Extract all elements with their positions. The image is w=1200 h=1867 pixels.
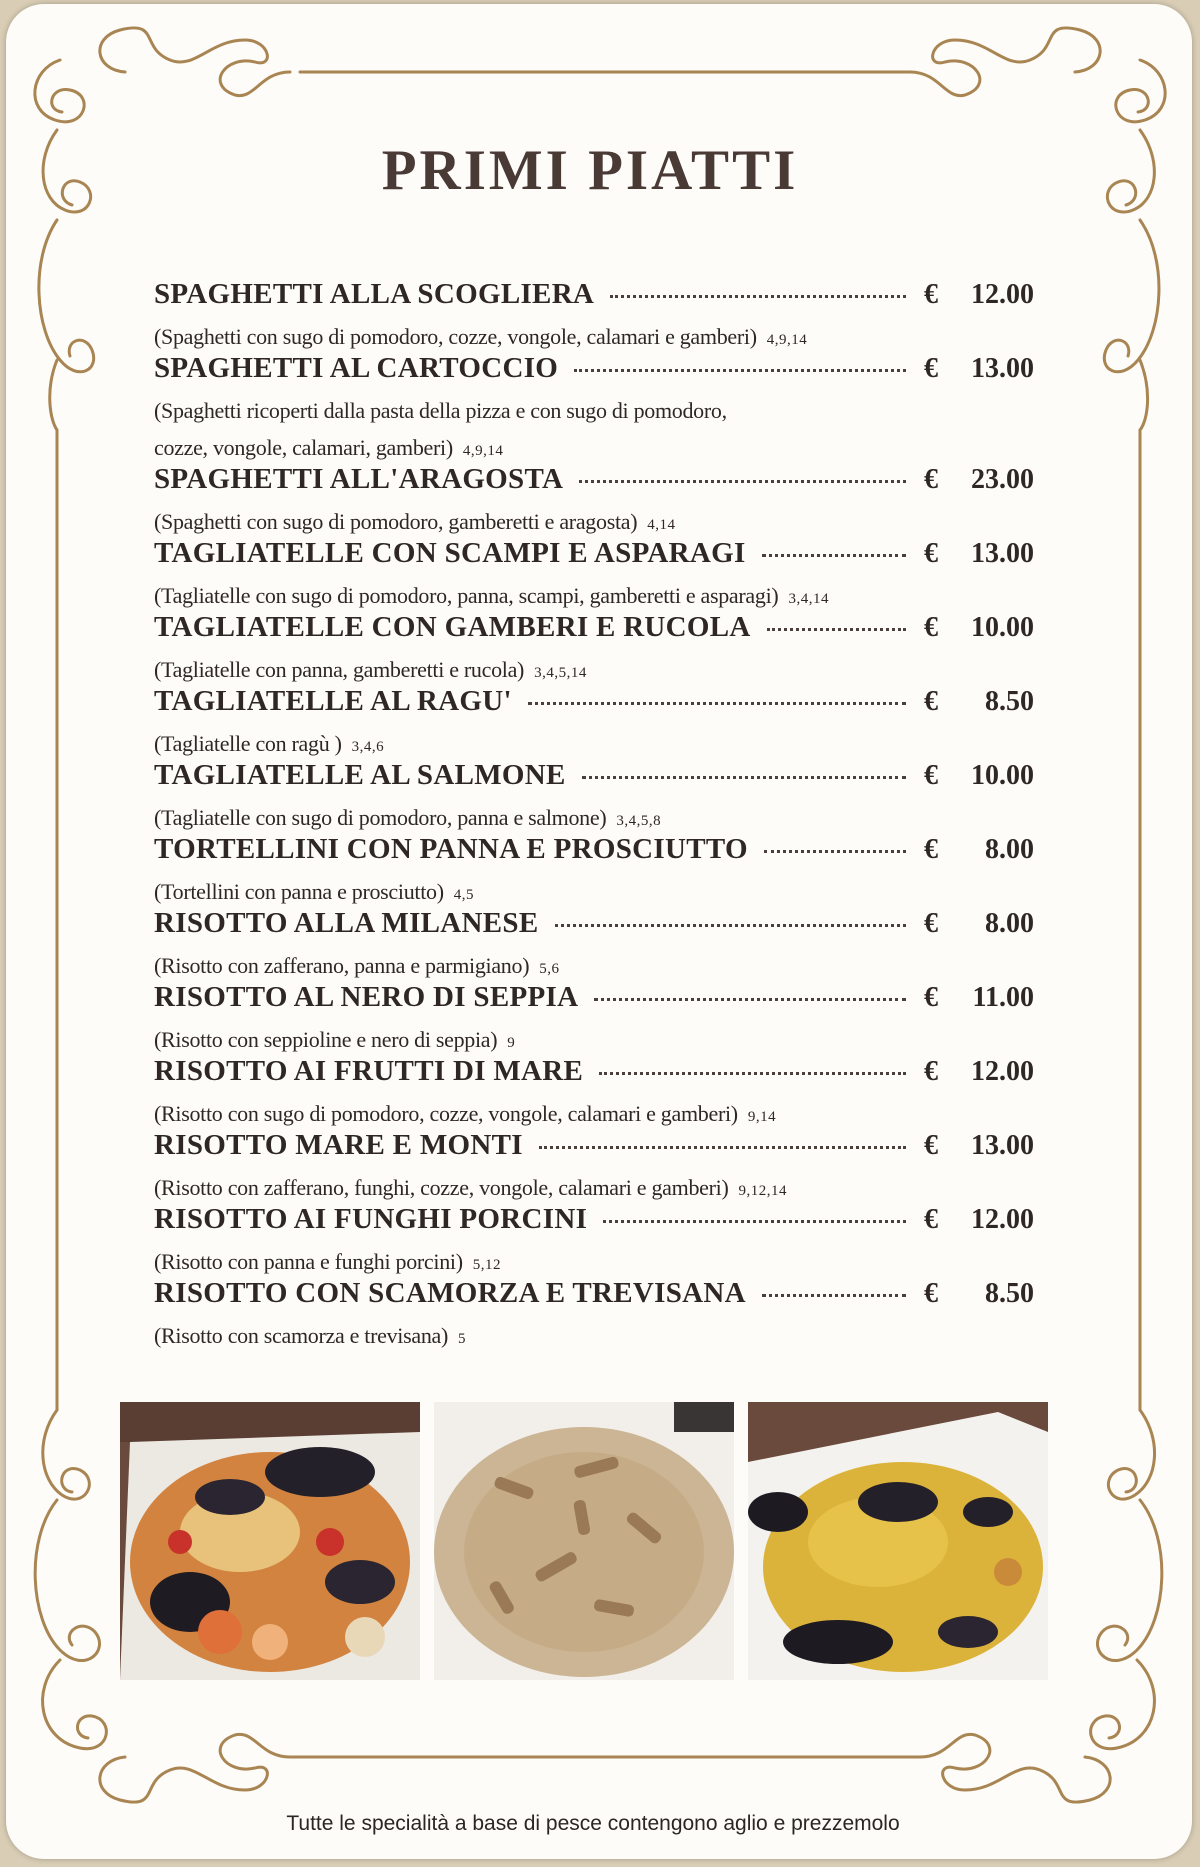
allergen-codes: 4,9,14: [766, 332, 808, 348]
dot-leader: [539, 1146, 906, 1149]
menu-item-row: [154, 352, 1034, 392]
dish-name: TAGLIATELLE AL RAGU': [154, 685, 512, 717]
price-amount: 12.00: [971, 1204, 1034, 1235]
dish-price: [924, 1130, 1034, 1162]
allergen-codes: 9,14: [747, 1109, 777, 1125]
description-text: (Risotto con sugo di pomodoro, cozze, vongole, calamari e gamberi): [154, 1101, 738, 1126]
allergen-codes: 5,6: [539, 961, 560, 977]
menu-item: [154, 1203, 1034, 1277]
dish-name: TORTELLINI CON PANNA E PROSCIUTTO: [154, 833, 748, 865]
menu-item-row: [154, 1129, 1034, 1169]
menu-item-row: [154, 981, 1034, 1021]
description-text: (Risotto con seppioline e nero di seppia): [154, 1027, 498, 1052]
dish-price: [924, 538, 1034, 570]
price-amount: 13.00: [971, 538, 1034, 569]
price-amount: 13.00: [971, 1130, 1034, 1161]
dish-name: RISOTTO ALLA MILANESE: [154, 907, 539, 939]
allergen-codes: 4,14: [647, 517, 676, 533]
menu-item-row: [154, 278, 1034, 318]
currency-symbol: €: [924, 612, 938, 643]
price-amount: 23.00: [971, 464, 1034, 495]
dish-name: SPAGHETTI ALL'ARAGOSTA: [154, 463, 564, 495]
allergen-codes: 3,4,14: [788, 591, 829, 607]
menu-item: [154, 537, 1034, 611]
currency-symbol: €: [924, 1130, 938, 1161]
footer-note: Tutte le specialità a base di pesce contengono aglio e prezzemolo: [286, 1812, 900, 1835]
currency-symbol: €: [924, 279, 938, 310]
menu-item-row: [154, 907, 1034, 947]
dot-leader: [582, 776, 906, 779]
dish-name: RISOTTO AI FRUTTI DI MARE: [154, 1055, 584, 1087]
description-text: (Tagliatelle con sugo di pomodoro, panna, scampi, gamberetti e asparagi): [154, 583, 779, 608]
menu-item: [154, 981, 1034, 1055]
allergen-codes: 5,12: [472, 1257, 501, 1273]
menu-item: [154, 685, 1034, 759]
menu-item-row: [154, 1055, 1034, 1095]
dish-description: [154, 1317, 1034, 1358]
currency-symbol: €: [924, 908, 938, 939]
description-text: (Risotto con zafferano, panna e parmigiano): [154, 953, 530, 978]
seafood-spaghetti-photo: [120, 1402, 420, 1680]
currency-symbol: €: [924, 1204, 938, 1235]
price-amount: 12.00: [971, 279, 1034, 310]
menu-item: [154, 611, 1034, 685]
menu-item: [154, 759, 1034, 833]
dish-price: [924, 464, 1034, 496]
price-amount: 8.50: [985, 686, 1034, 717]
price-amount: 8.50: [985, 1278, 1034, 1309]
description-text: (Risotto con panna e funghi porcini): [154, 1249, 463, 1274]
currency-symbol: €: [924, 464, 938, 495]
menu-item: [154, 352, 1034, 463]
currency-symbol: €: [924, 1278, 938, 1309]
allergen-codes: 9: [507, 1035, 516, 1051]
description-text: (Risotto con zafferano, funghi, cozze, vongole, calamari e gamberi): [154, 1175, 729, 1200]
price-amount: 12.00: [971, 1056, 1034, 1087]
dish-price: [924, 1056, 1034, 1088]
dish-name: RISOTTO AL NERO DI SEPPIA: [154, 981, 579, 1013]
dish-price: [924, 982, 1034, 1014]
menu-item: [154, 1055, 1034, 1129]
dot-leader: [574, 369, 906, 372]
description-text: (Tagliatelle con sugo di pomodoro, panna e salmone): [154, 805, 607, 830]
price-amount: 8.00: [985, 834, 1034, 865]
dot-leader: [767, 628, 906, 631]
price-amount: 10.00: [971, 612, 1034, 643]
dish-price: [924, 1278, 1034, 1310]
dish-price: [924, 760, 1034, 792]
dish-price: [924, 353, 1034, 385]
porcini-risotto-photo: [434, 1402, 734, 1680]
description-text: (Spaghetti con sugo di pomodoro, cozze, vongole, calamari e gamberi): [154, 324, 757, 349]
menu-list: [154, 278, 1034, 1351]
currency-symbol: €: [924, 982, 938, 1013]
dish-name: TAGLIATELLE CON SCAMPI E ASPARAGI: [154, 537, 746, 569]
dish-name: RISOTTO AI FUNGHI PORCINI: [154, 1203, 588, 1235]
menu-item-row: [154, 1277, 1034, 1317]
description-text: (Tagliatelle con ragù ): [154, 731, 342, 756]
menu-item: [154, 833, 1034, 907]
photo-strip: [120, 1402, 1048, 1680]
dish-name: TAGLIATELLE CON GAMBERI E RUCOLA: [154, 611, 751, 643]
price-amount: 8.00: [985, 908, 1034, 939]
dish-price: [924, 612, 1034, 644]
dish-description: [154, 392, 1034, 429]
dot-leader: [762, 1294, 906, 1297]
dish-price: [924, 908, 1034, 940]
menu-item: [154, 463, 1034, 537]
menu-item-row: [154, 685, 1034, 725]
description-text: cozze, vongole, calamari, gamberi): [154, 435, 453, 460]
dot-leader: [764, 850, 906, 853]
description-text: (Tortellini con panna e prosciutto): [154, 879, 444, 904]
dot-leader: [555, 924, 906, 927]
allergen-codes: 3,4,6: [351, 739, 385, 755]
price-amount: 11.00: [972, 982, 1034, 1013]
dish-name: SPAGHETTI AL CARTOCCIO: [154, 352, 559, 384]
price-amount: 10.00: [971, 760, 1034, 791]
menu-item-row: [154, 833, 1034, 873]
menu-item: [154, 278, 1034, 352]
dot-leader: [603, 1220, 906, 1223]
currency-symbol: €: [924, 538, 938, 569]
allergen-codes: 3,4,5,8: [616, 813, 662, 829]
dot-leader: [579, 480, 906, 483]
allergen-codes: 4,9,14: [462, 443, 504, 459]
allergen-codes: 9,12,14: [738, 1183, 787, 1199]
dot-leader: [599, 1072, 906, 1075]
currency-symbol: €: [924, 834, 938, 865]
menu-item: [154, 907, 1034, 981]
dish-price: [924, 834, 1034, 866]
price-amount: 13.00: [971, 353, 1034, 384]
dish-name: SPAGHETTI ALLA SCOGLIERA: [154, 278, 595, 310]
dish-name: RISOTTO MARE E MONTI: [154, 1129, 523, 1161]
menu-item-row: [154, 759, 1034, 799]
description-text: (Tagliatelle con panna, gamberetti e rucola): [154, 657, 525, 682]
menu-item-row: [154, 537, 1034, 577]
menu-item-row: [154, 1203, 1034, 1243]
dot-leader: [528, 702, 906, 705]
currency-symbol: €: [924, 686, 938, 717]
allergen-codes: 5: [458, 1331, 467, 1347]
dot-leader: [610, 295, 906, 298]
dish-price: [924, 686, 1034, 718]
dish-price: [924, 279, 1034, 311]
page-title: PRIMI PIATTI: [381, 139, 799, 202]
currency-symbol: €: [924, 353, 938, 384]
allergen-codes: 3,4,5,14: [534, 665, 587, 681]
description-text: (Risotto con scamorza e trevisana): [154, 1323, 449, 1348]
dot-leader: [594, 998, 906, 1001]
menu-item-row: [154, 611, 1034, 651]
currency-symbol: €: [924, 760, 938, 791]
allergen-codes: 4,5: [453, 887, 475, 903]
dish-name: RISOTTO CON SCAMORZA E TREVISANA: [154, 1277, 746, 1309]
description-text: (Spaghetti ricoperti dalla pasta della pizza e con sugo di pomodoro,: [154, 398, 727, 423]
menu-item-row: [154, 463, 1034, 503]
description-text: (Spaghetti con sugo di pomodoro, gamberetti e aragosta): [154, 509, 638, 534]
dot-leader: [762, 554, 906, 557]
dish-name: TAGLIATELLE AL SALMONE: [154, 759, 566, 791]
menu-item: [154, 1129, 1034, 1203]
seafood-risotto-photo: [748, 1402, 1048, 1680]
currency-symbol: €: [924, 1056, 938, 1087]
menu-item: [154, 1277, 1034, 1351]
dish-price: [924, 1204, 1034, 1236]
